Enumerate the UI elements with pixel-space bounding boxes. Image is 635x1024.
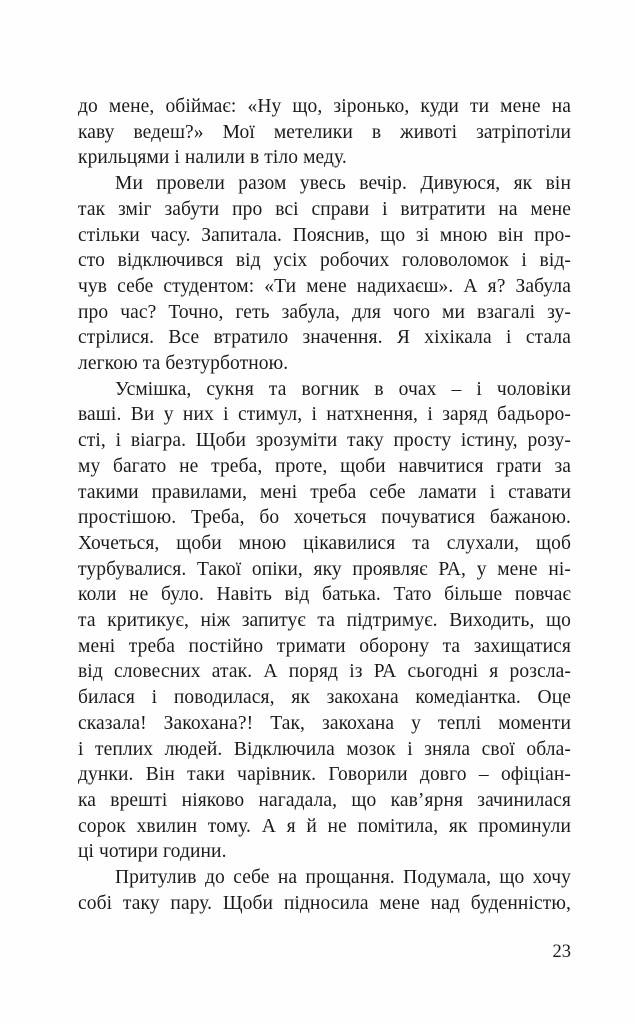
text-line: сказала! Закохана?! Так, закохана у теплі моменти [78,712,571,734]
text-line: простішою. Треба, бо хочеться почуватися бажаною. [78,507,571,529]
text-line: і теплих людей. Відключила мозок і зняла свої обла- [78,738,571,760]
text-line: стільки часу. Запитала. Пояснив, що зі мною він про- [78,224,571,246]
text-line: легкою та безтурботною. [78,353,289,375]
text-line: сті, і віагра. Щоби зрозуміти таку просту істину, розу- [78,430,571,452]
text-line: собі таку пару. Щоби підносила мене над буденністю, [78,892,571,914]
text-line: Притулив до себе на прощання. Подумала, що хочу [115,867,571,889]
text-line: такими правилами, мені треба себе ламати і ставати [78,481,571,503]
text-line: ваші. Ви у них і стимул, і натхнення, і заряд бадьоро- [78,404,571,426]
text-line: сто відключився від усіх робочих головоломок і від- [78,250,571,272]
text-line: ка врешті ніяково нагадала, що кав’ярня зачинилася [78,789,571,811]
text-line: Хочеться, щоби мною цікавилися та слухали, щоб [78,532,571,554]
text-line: крильцями і налили в тіло меду. [78,147,347,169]
text-line: Усмішка, сукня та вогник в очах – і чоловіки [115,378,571,400]
text-line: чув себе студентом: «Ти мене надихаєш». А я? Забула [78,275,571,297]
text-line: стрілися. Все втратило значення. Я хіхікала і стала [78,327,571,349]
text-line: билася і поводилася, як закохана комедіантка. Оце [78,687,571,709]
text-line: так зміг забути про всі справи і витратити на мене [78,198,571,220]
text-line: дунки. Він таки чарівник. Говорили довго – офіціан- [78,764,571,786]
text-line: коли не було. Навіть від батька. Тато більше повчає [78,584,571,606]
paragraph [78,94,571,171]
text-line: про час? Точно, геть забула, для чого ми взагалі зу- [78,301,571,323]
page-text [78,94,571,917]
paragraph [78,377,571,865]
text-line: та критикує, ніж запитує та підтримує. Виходить, що [78,610,571,632]
text-line: турбувалися. Такої опіки, яку проявляє РА, у мене ні- [78,558,571,580]
text-line: му багато не треба, проте, щоби навчитися грати за [78,455,571,477]
text-line: каву ведеш?» Мої метелики в животі затріпотіли [78,121,571,143]
text-line: сорок хвилин тому. А я й не помітила, як проминули [78,815,571,837]
text-line: від словесних атак. А поряд із РА сьогодні я розсла- [78,661,571,683]
text-line: ці чотири години. [78,841,227,863]
page-number: 23 [552,942,571,962]
text-line: мені треба постійно тримати оборону та захищатися [78,635,571,657]
text-line: до мене, обіймає: «Ну що, зіронько, куди ти мене на [78,96,571,117]
text-line: Ми провели разом увесь вечір. Дивуюся, як він [115,173,571,195]
paragraph [78,171,571,377]
paragraph [78,865,571,916]
